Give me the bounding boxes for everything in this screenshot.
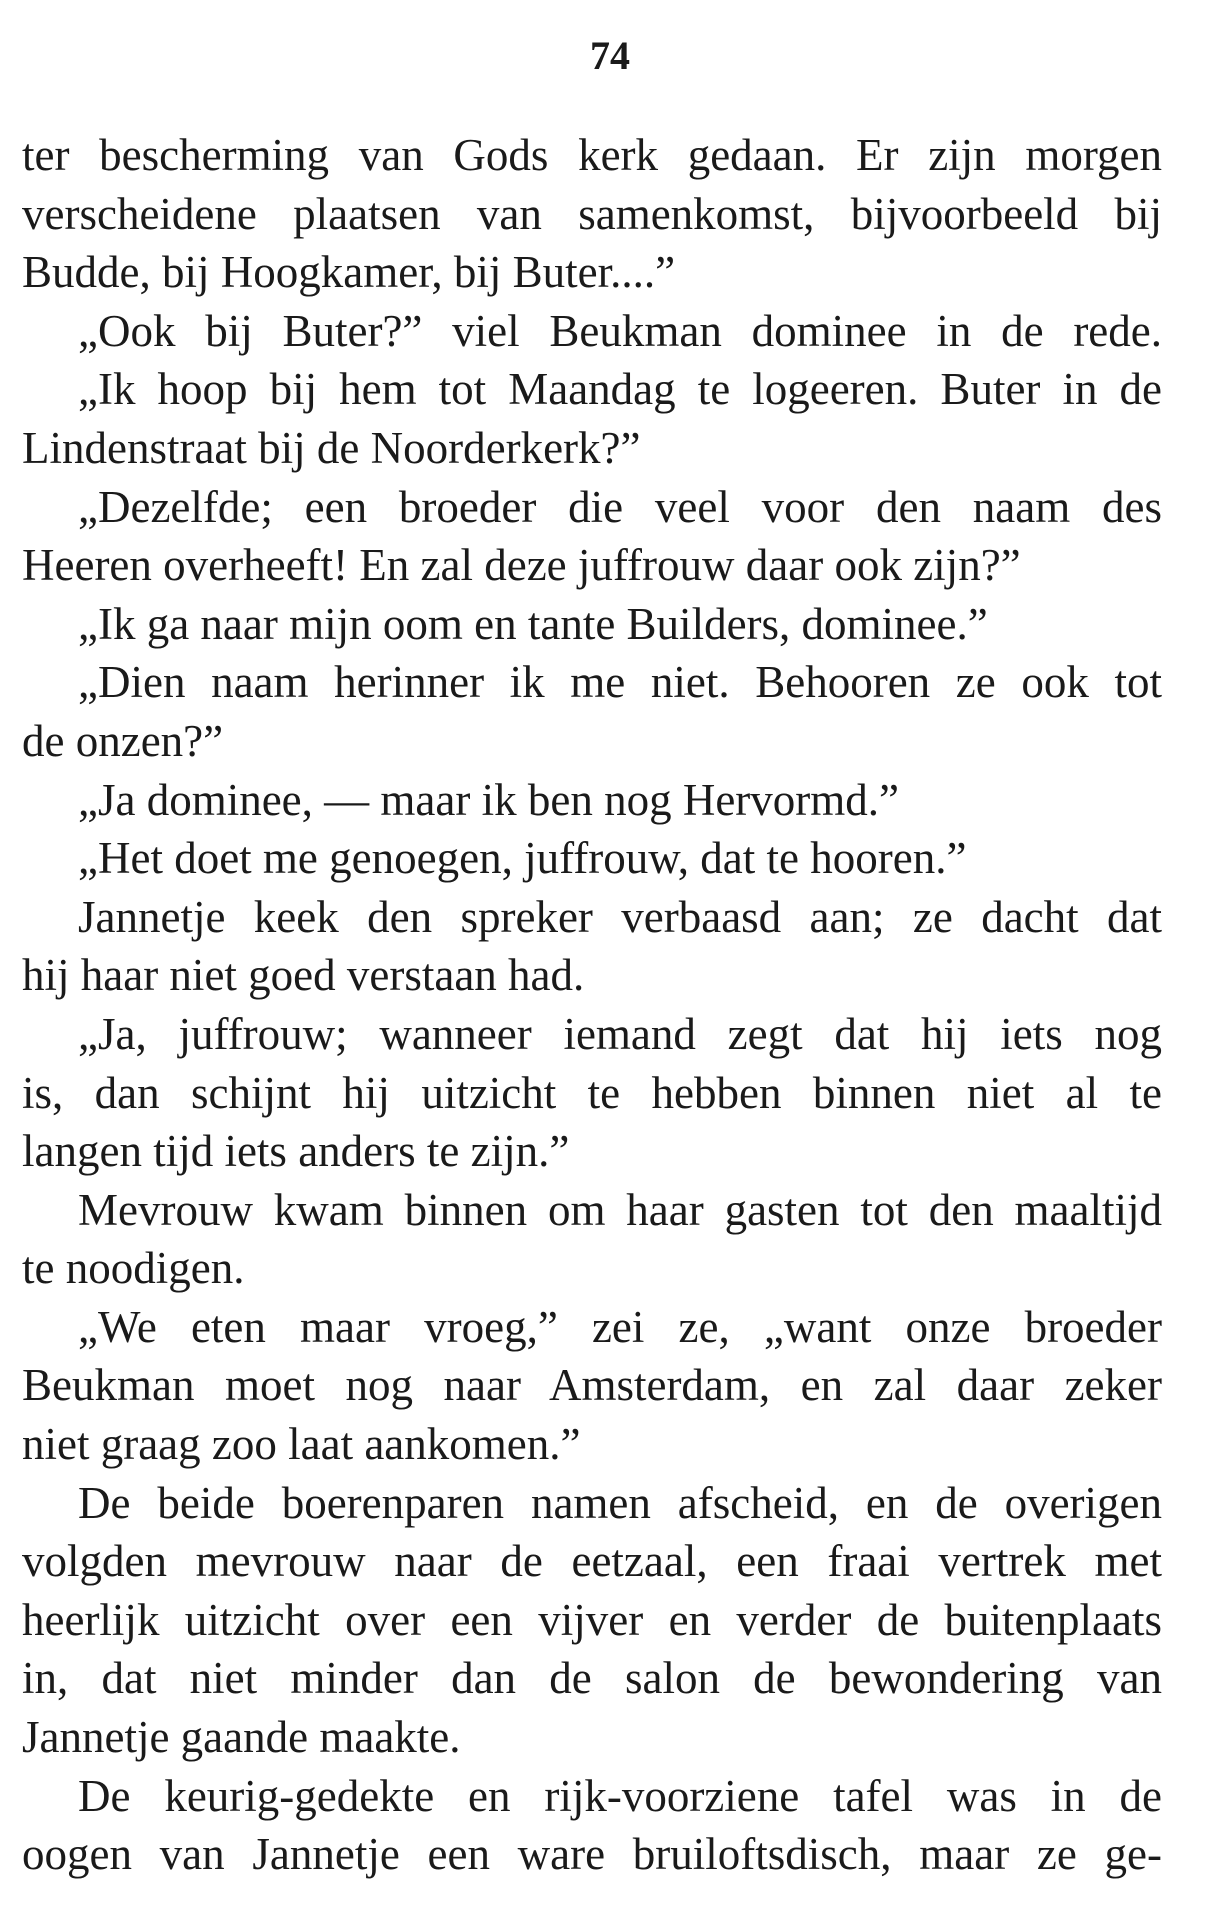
text-line: heerlijk uitzicht over een vijver en verder de buitenplaats [22, 1594, 1162, 1645]
text-line: volgden mevrouw naar de eetzaal, een fraai vertrek met [22, 1536, 1162, 1587]
text-line: „Dien naam herinner ik me niet. Behooren ze ook tot [78, 657, 1162, 708]
page-number: 74 [590, 33, 630, 78]
text-line: De keurig-gedekte en rijk-voorziene tafel was in de [78, 1770, 1162, 1821]
text-line: te noodigen. [22, 1243, 245, 1294]
text-line: „Ook bij Buter?” viel Beukman dominee in de rede. [78, 305, 1162, 356]
text-line: „Ik ga naar mijn oom en tante Builders, dominee.” [78, 598, 988, 649]
text-line: Beukman moet nog naar Amsterdam, en zal daar zeker [22, 1360, 1162, 1411]
text-line: is, dan schijnt hij uitzicht te hebben binnen niet al te [22, 1067, 1162, 1118]
text-line: Mevrouw kwam binnen om haar gasten tot den maaltijd [78, 1184, 1162, 1235]
text-line: Lindenstraat bij de Noorderkerk?” [22, 422, 641, 473]
text-line: Jannetje gaande maakte. [22, 1712, 461, 1763]
text-line: verscheidene plaatsen van samenkomst, bijvoorbeeld bij [22, 188, 1162, 239]
text-line: „We eten maar vroeg,” zei ze, „want onze broeder [78, 1301, 1162, 1352]
text-line: ter bescherming van Gods kerk gedaan. Er zijn morgen [22, 130, 1162, 180]
text-line: oogen van Jannetje een ware bruiloftsdisch, maar ze ge- [22, 1829, 1162, 1880]
text-line: in, dat niet minder dan de salon de bewondering van [22, 1653, 1162, 1704]
text-line: „Ja dominee, — maar ik ben nog Hervormd.” [78, 774, 899, 825]
text-line: „Het doet me genoegen, juffrouw, dat te hooren.” [78, 833, 967, 884]
text-line: Budde, bij Hoogkamer, bij Buter....” [22, 247, 676, 298]
text-line: „Ja, juffrouw; wanneer iemand zegt dat hij iets nog [78, 1008, 1162, 1059]
text-line: „Dezelfde; een broeder die veel voor den naam des [78, 481, 1162, 532]
text-line: hij haar niet goed verstaan had. [22, 950, 585, 1001]
text-line: De beide boerenparen namen afscheid, en de overigen [78, 1477, 1162, 1528]
text-line: langen tijd iets anders te zijn.” [22, 1126, 570, 1177]
text-line: „Ik hoop bij hem tot Maandag te logeeren. Buter in de [78, 364, 1162, 415]
text-line: Jannetje keek den spreker verbaasd aan; ze dacht dat [78, 891, 1162, 942]
text-line: de onzen?” [22, 715, 224, 766]
text-line: Heeren overheeft! En zal deze juffrouw daar ook zijn?” [22, 540, 1021, 591]
body-text [22, 126, 1162, 1884]
text-line: niet graag zoo laat aankomen.” [22, 1419, 581, 1470]
